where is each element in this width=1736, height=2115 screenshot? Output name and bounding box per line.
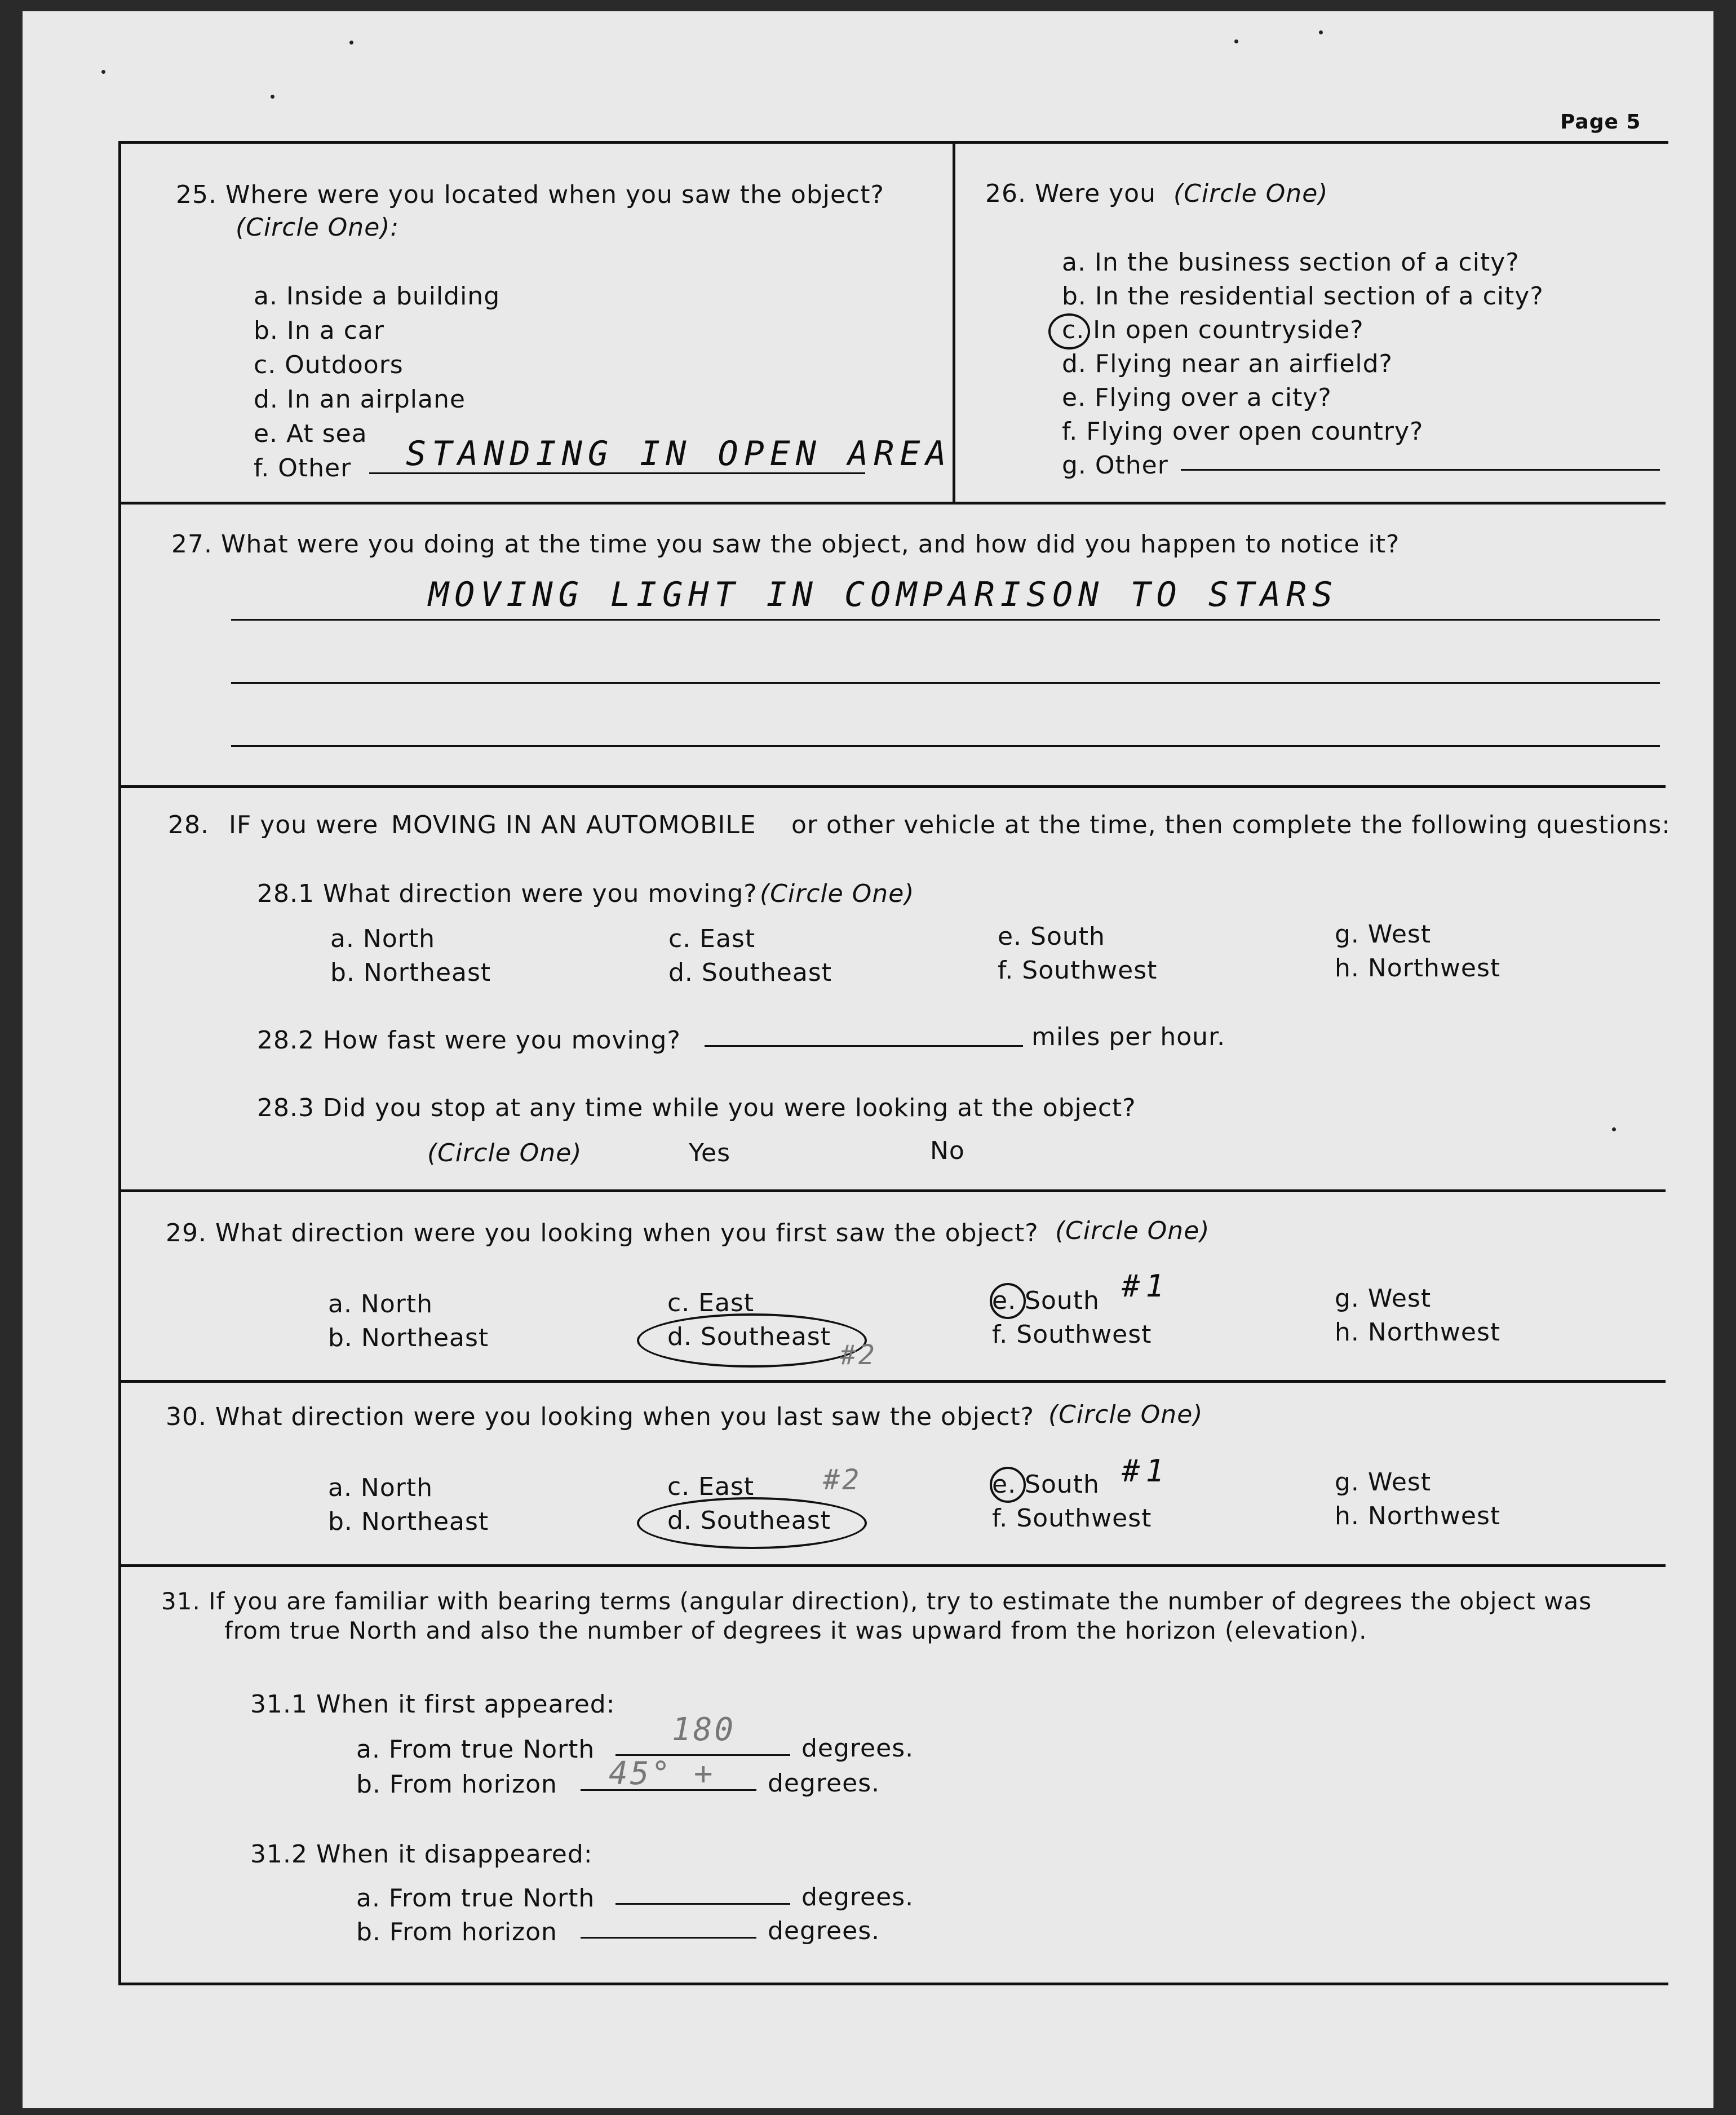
q29-option-e[interactable]: e. South: [992, 1286, 1100, 1315]
q27-answer-line: [231, 682, 1660, 684]
q25-other-answer[interactable]: STANDING IN OPEN AREA: [406, 434, 952, 474]
q29-note-south: #1: [1122, 1268, 1170, 1304]
q31-1-true-north-value[interactable]: 180: [672, 1711, 736, 1748]
q31-1-true-north-label: a. From true North: [356, 1735, 595, 1764]
q30-option-c[interactable]: c. East: [667, 1472, 755, 1501]
section-divider: [118, 1564, 1666, 1567]
q29-selected-circle-south: [990, 1283, 1026, 1319]
q31-1-horizon-value[interactable]: 45° +: [609, 1755, 715, 1792]
q31-1-heading: 31.1 When it first appeared:: [250, 1690, 615, 1719]
q28-1-option-h[interactable]: h. Northwest: [1335, 954, 1501, 983]
q30-selected-circle-southeast: [637, 1497, 867, 1549]
q29-option-b[interactable]: b. Northeast: [328, 1324, 489, 1352]
q29-option-h[interactable]: h. Northwest: [1335, 1318, 1501, 1347]
q31-question-line-2: from true North and also the number of degrees it was upward from the horizon (elevation).: [224, 1617, 1367, 1644]
q26-other-line: [1181, 469, 1660, 471]
q29-option-c[interactable]: c. East: [667, 1289, 755, 1317]
q29-option-f[interactable]: f. Southwest: [992, 1320, 1152, 1349]
q28-intro-b: MOVING IN AN AUTOMOBILE: [391, 811, 756, 839]
q28-3-no[interactable]: No: [930, 1136, 965, 1165]
q31-2-true-north-label: a. From true North: [356, 1884, 595, 1913]
column-divider: [953, 141, 955, 505]
q26-option-f[interactable]: f. Flying over open country?: [1062, 417, 1424, 446]
q31-2-horizon-label: b. From horizon: [356, 1918, 557, 1946]
q28-intro-a: IF you were: [229, 811, 379, 839]
q28-1-option-c[interactable]: c. East: [668, 924, 756, 953]
q28-2-unit: miles per hour.: [1031, 1023, 1226, 1051]
q25-option-e[interactable]: e. At sea: [254, 419, 367, 448]
q25-question: 25. Where were you located when you saw the object?: [176, 180, 884, 209]
q31-2-horizon-degrees: degrees.: [768, 1917, 880, 1945]
q28-1-circle-instruction: (Circle One): [760, 879, 915, 908]
q29-note-southeast: #2: [840, 1339, 877, 1371]
q27-question: 27. What were you doing at the time you saw the object, and how did you happen to notice it?: [171, 530, 1400, 559]
q31-2-true-north-line[interactable]: [615, 1903, 790, 1905]
q25-option-c[interactable]: c. Outdoors: [254, 351, 404, 379]
section-divider: [118, 785, 1666, 788]
q30-option-b[interactable]: b. Northeast: [328, 1507, 489, 1536]
q29-selected-circle-southeast: [637, 1313, 867, 1368]
q25-option-a[interactable]: a. Inside a building: [254, 282, 501, 311]
dust-speck: [349, 41, 353, 45]
q28-3-yes[interactable]: Yes: [689, 1139, 731, 1167]
q31-1-horizon-degrees: degrees.: [768, 1769, 880, 1798]
q30-circle-instruction: (Circle One): [1048, 1400, 1203, 1429]
q28-1-question: 28.1 What direction were you moving?: [257, 879, 758, 908]
q25-option-d[interactable]: d. In an airplane: [254, 385, 466, 414]
q31-2-heading: 31.2 When it disappeared:: [250, 1840, 593, 1869]
q28-1-option-e[interactable]: e. South: [998, 922, 1105, 951]
section-divider: [118, 1380, 1666, 1383]
q28-1-option-b[interactable]: b. Northeast: [330, 958, 491, 987]
q26-option-e[interactable]: e. Flying over a city?: [1062, 383, 1332, 412]
q30-option-e[interactable]: e. South: [992, 1470, 1100, 1499]
q26-circle-instruction: (Circle One): [1173, 179, 1328, 208]
q31-1-horizon-label: b. From horizon: [356, 1770, 557, 1799]
q30-option-f[interactable]: f. Southwest: [992, 1504, 1152, 1533]
dust-speck: [101, 70, 105, 74]
q28-1-option-a[interactable]: a. North: [330, 924, 435, 953]
q30-selected-circle-south: [990, 1467, 1026, 1503]
section-divider: [118, 1189, 1666, 1192]
q30-note-east: #2: [823, 1463, 862, 1496]
q26-option-g[interactable]: g. Other: [1062, 451, 1168, 480]
dust-speck: [1234, 39, 1238, 43]
q26-question: 26. Were you: [985, 179, 1156, 208]
q29-option-g[interactable]: g. West: [1335, 1284, 1432, 1313]
section-divider: [118, 502, 1666, 505]
q27-answer-line: [231, 619, 1660, 621]
q28-1-option-g[interactable]: g. West: [1335, 920, 1432, 949]
q27-answer[interactable]: MOVING LIGHT IN COMPARISON TO STARS: [428, 575, 1339, 614]
q29-option-a[interactable]: a. North: [328, 1290, 433, 1318]
q28-2-question: 28.2 How fast were you moving?: [257, 1026, 681, 1055]
q29-option-d[interactable]: d. Southeast: [667, 1322, 831, 1351]
q27-answer-line: [231, 745, 1660, 747]
q30-option-a[interactable]: a. North: [328, 1474, 433, 1502]
q26-option-b[interactable]: b. In the residential section of a city?: [1062, 282, 1544, 311]
q25-option-b[interactable]: b. In a car: [254, 316, 384, 345]
q28-intro-c: or other vehicle at the time, then complete the following questions:: [791, 811, 1671, 839]
q30-option-h[interactable]: h. Northwest: [1335, 1502, 1501, 1530]
q28-2-answer-line[interactable]: [705, 1045, 1023, 1047]
q26-selected-circle: [1048, 313, 1090, 349]
q28-1-option-d[interactable]: d. Southeast: [668, 958, 832, 987]
q25-option-f[interactable]: f. Other: [254, 454, 352, 483]
q26-option-d[interactable]: d. Flying near an airfield?: [1062, 349, 1393, 378]
dust-speck: [271, 95, 274, 99]
q26-option-a[interactable]: a. In the business section of a city?: [1062, 248, 1520, 277]
q26-option-c[interactable]: c. In open countryside?: [1062, 316, 1364, 344]
q31-1-true-north-degrees: degrees.: [801, 1734, 914, 1763]
q30-question: 30. What direction were you looking when you last saw the object?: [166, 1402, 1034, 1431]
q28-3-circle-instruction: (Circle One): [427, 1139, 582, 1167]
q31-2-true-north-degrees: degrees.: [801, 1883, 914, 1912]
q31-2-horizon-line[interactable]: [581, 1937, 756, 1939]
q30-note-south: #1: [1122, 1453, 1170, 1489]
page-number: Page 5: [1560, 110, 1641, 134]
q25-circle-instruction: (Circle One):: [236, 213, 400, 242]
dust-speck: [1319, 30, 1323, 34]
q30-option-d[interactable]: d. Southeast: [667, 1506, 831, 1535]
q29-circle-instruction: (Circle One): [1055, 1216, 1210, 1245]
q31-question-line-1: 31. If you are familiar with bearing terms (angular direction), try to estimate the number of degrees the object was: [161, 1587, 1592, 1615]
q28-number: 28.: [168, 811, 209, 839]
q30-option-g[interactable]: g. West: [1335, 1468, 1432, 1497]
q28-3-question: 28.3 Did you stop at any time while you were looking at the object?: [257, 1094, 1136, 1122]
q29-question: 29. What direction were you looking when you first saw the object?: [166, 1219, 1039, 1247]
q28-1-option-f[interactable]: f. Southwest: [998, 956, 1158, 985]
